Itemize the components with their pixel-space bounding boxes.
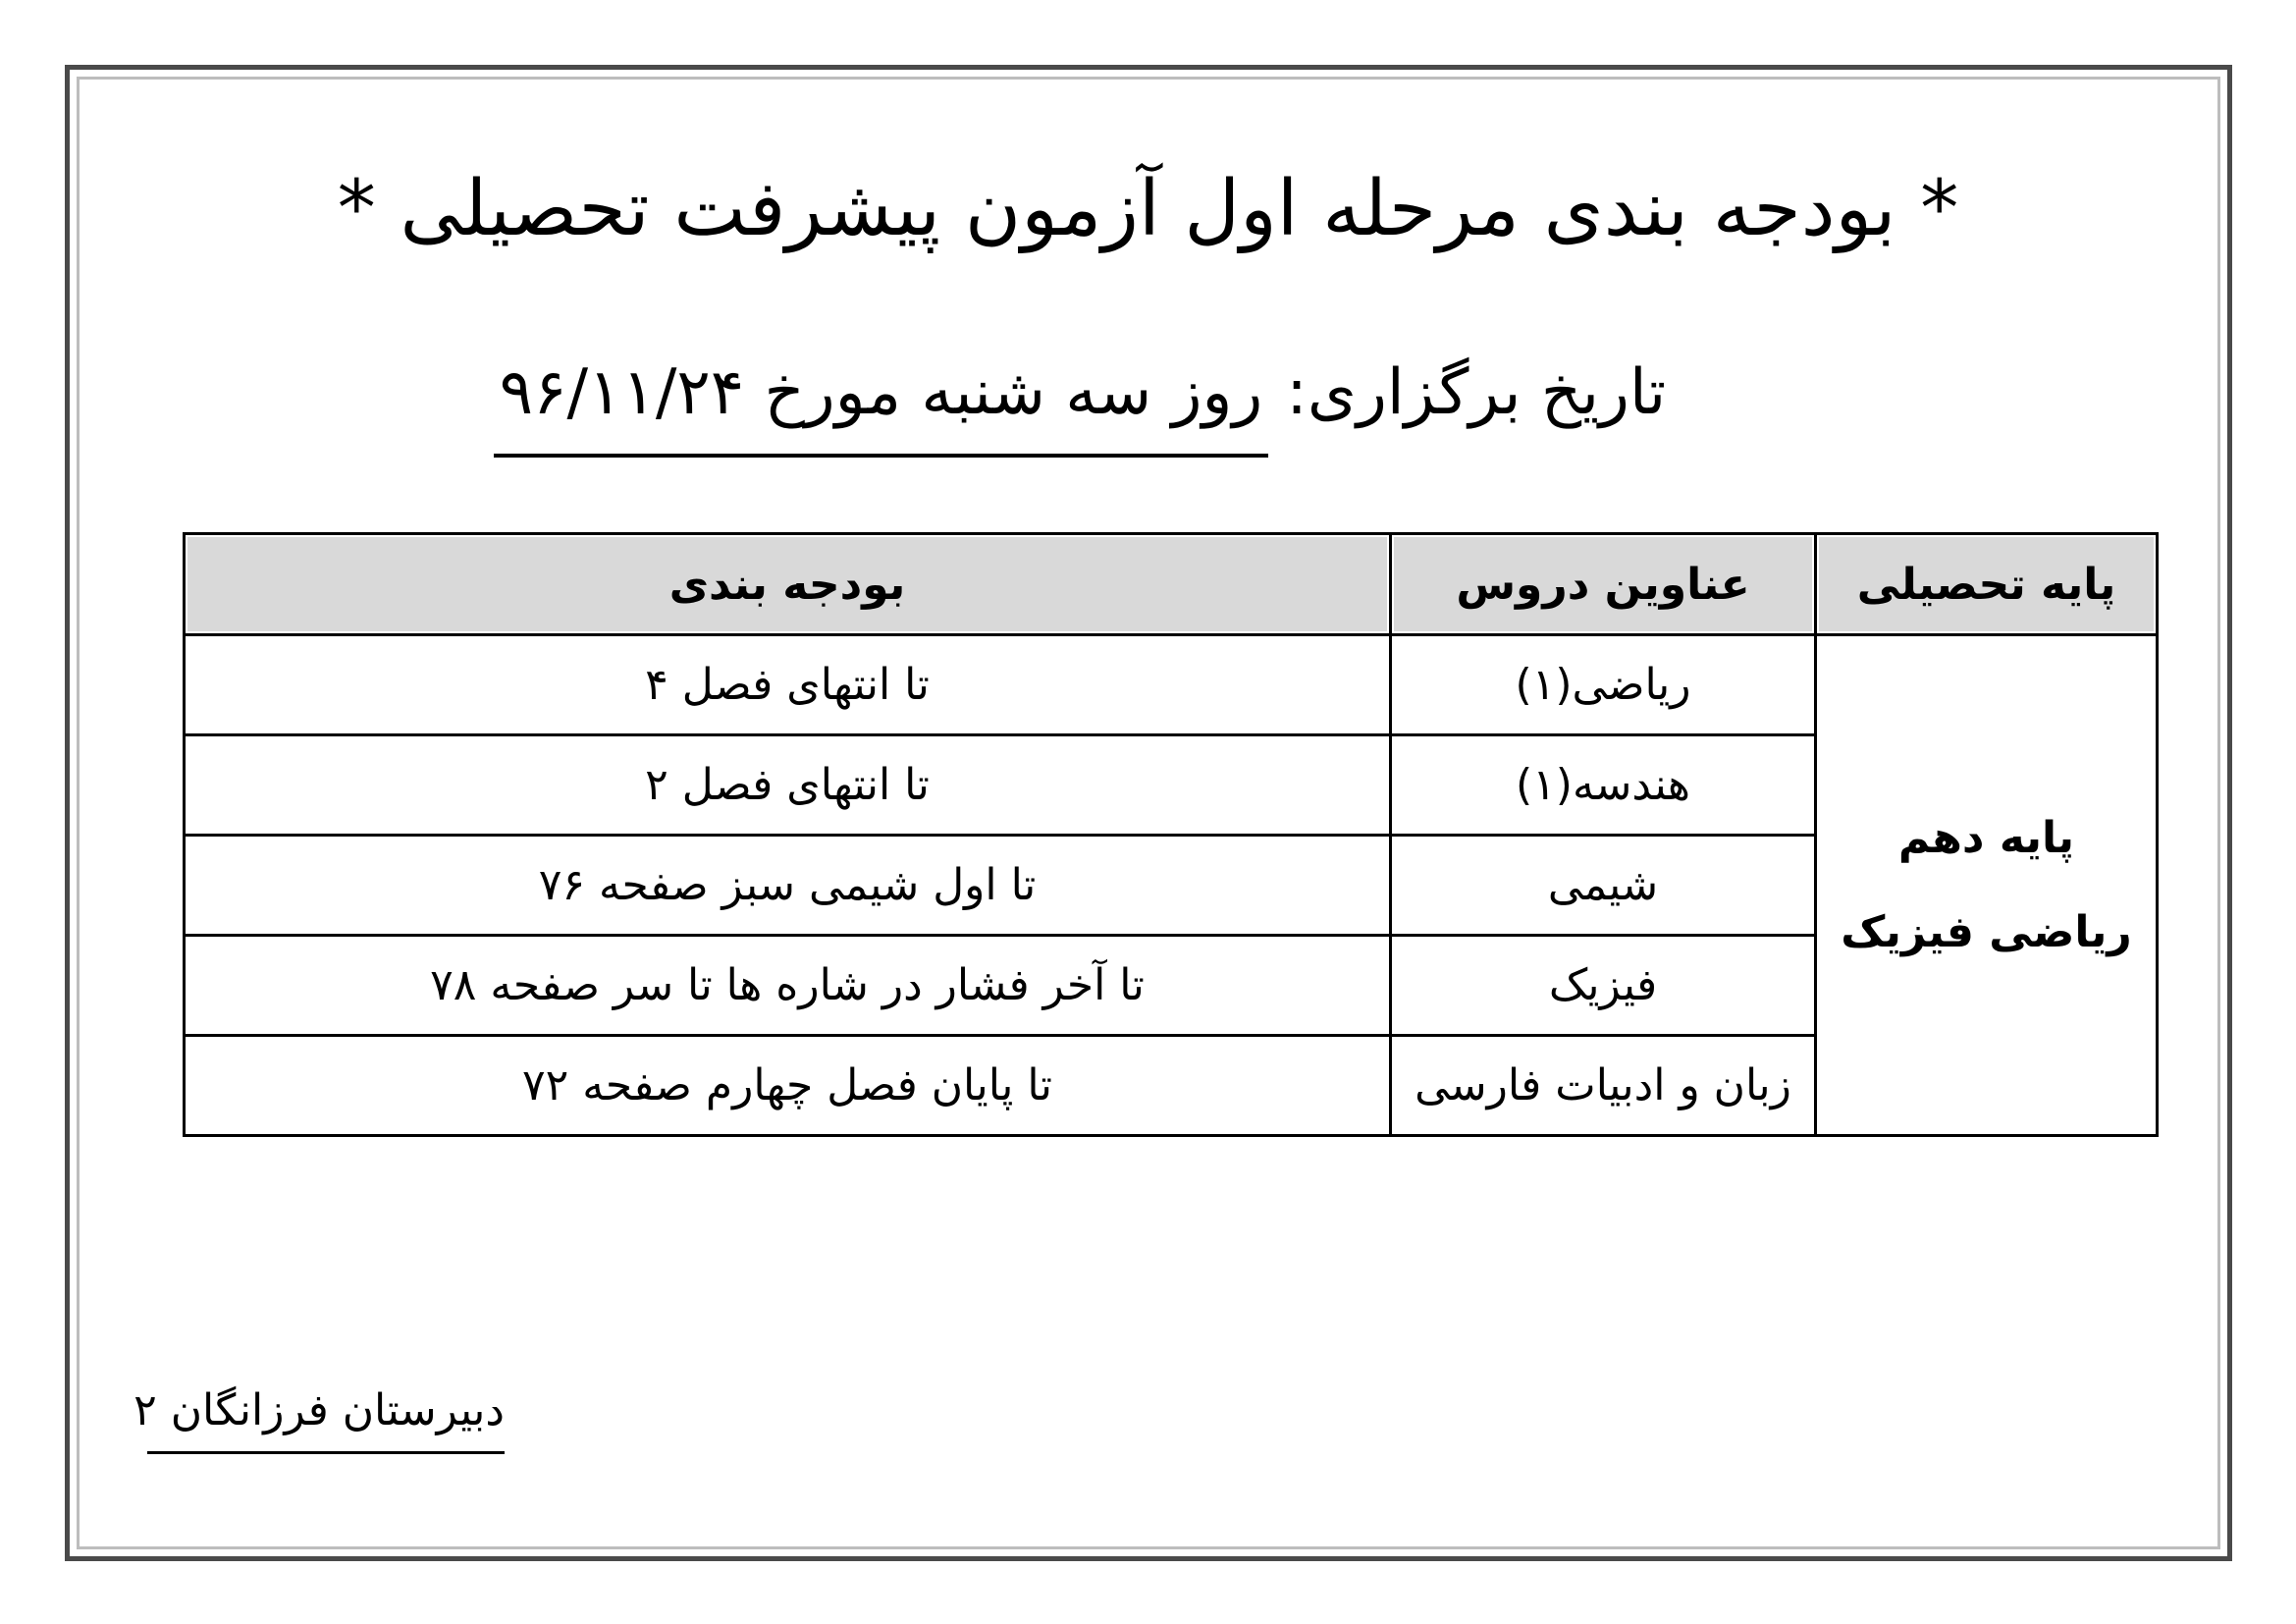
subject-cell: هندسه(۱) (1391, 735, 1816, 836)
budget-cell: تا انتهای فصل ۴ (185, 635, 1391, 735)
table-header-row (185, 534, 2158, 635)
subject-cell: زبان و ادبیات فارسی (1391, 1036, 1816, 1136)
header-grade: پایه تحصیلی (1816, 534, 2158, 635)
grade-field: ریاضی فیزیک (1841, 906, 2132, 957)
header-budget: بودجه بندی (185, 534, 1391, 635)
school-name: دبیرستان فرزانگان ۲ (147, 1377, 505, 1454)
grade-level: پایه دهم (1897, 812, 2075, 863)
subject-cell: شیمی (1391, 836, 1816, 936)
grade-cell (1816, 635, 2158, 1136)
header-subjects: عناوین دروس (1391, 534, 1816, 635)
page-title: * بودجه بندی مرحله اول آزمون پیشرفت تحصیلی * (337, 165, 1959, 253)
subject-cell: ریاضی(۱) (1391, 635, 1816, 735)
budget-cell: تا پایان فصل چهارم صفحه ۷۲ (185, 1036, 1391, 1136)
budget-cell: تا اول شیمی سبز صفحه ۷۶ (185, 836, 1391, 936)
budget-cell: تا آخر فشار در شاره ها تا سر صفحه ۷۸ (185, 936, 1391, 1036)
budget-cell: تا انتهای فصل ۲ (185, 735, 1391, 836)
exam-date-line (294, 344, 1865, 458)
budget-table (183, 532, 2159, 1137)
exam-date-label: تاریخ برگزاری: (1286, 356, 1667, 429)
subject-cell: فیزیک (1391, 936, 1816, 1036)
exam-date-value: روز سه شنبه مورخ ۹۶/۱۱/۲۴ (494, 344, 1269, 458)
table-row (185, 635, 2158, 735)
